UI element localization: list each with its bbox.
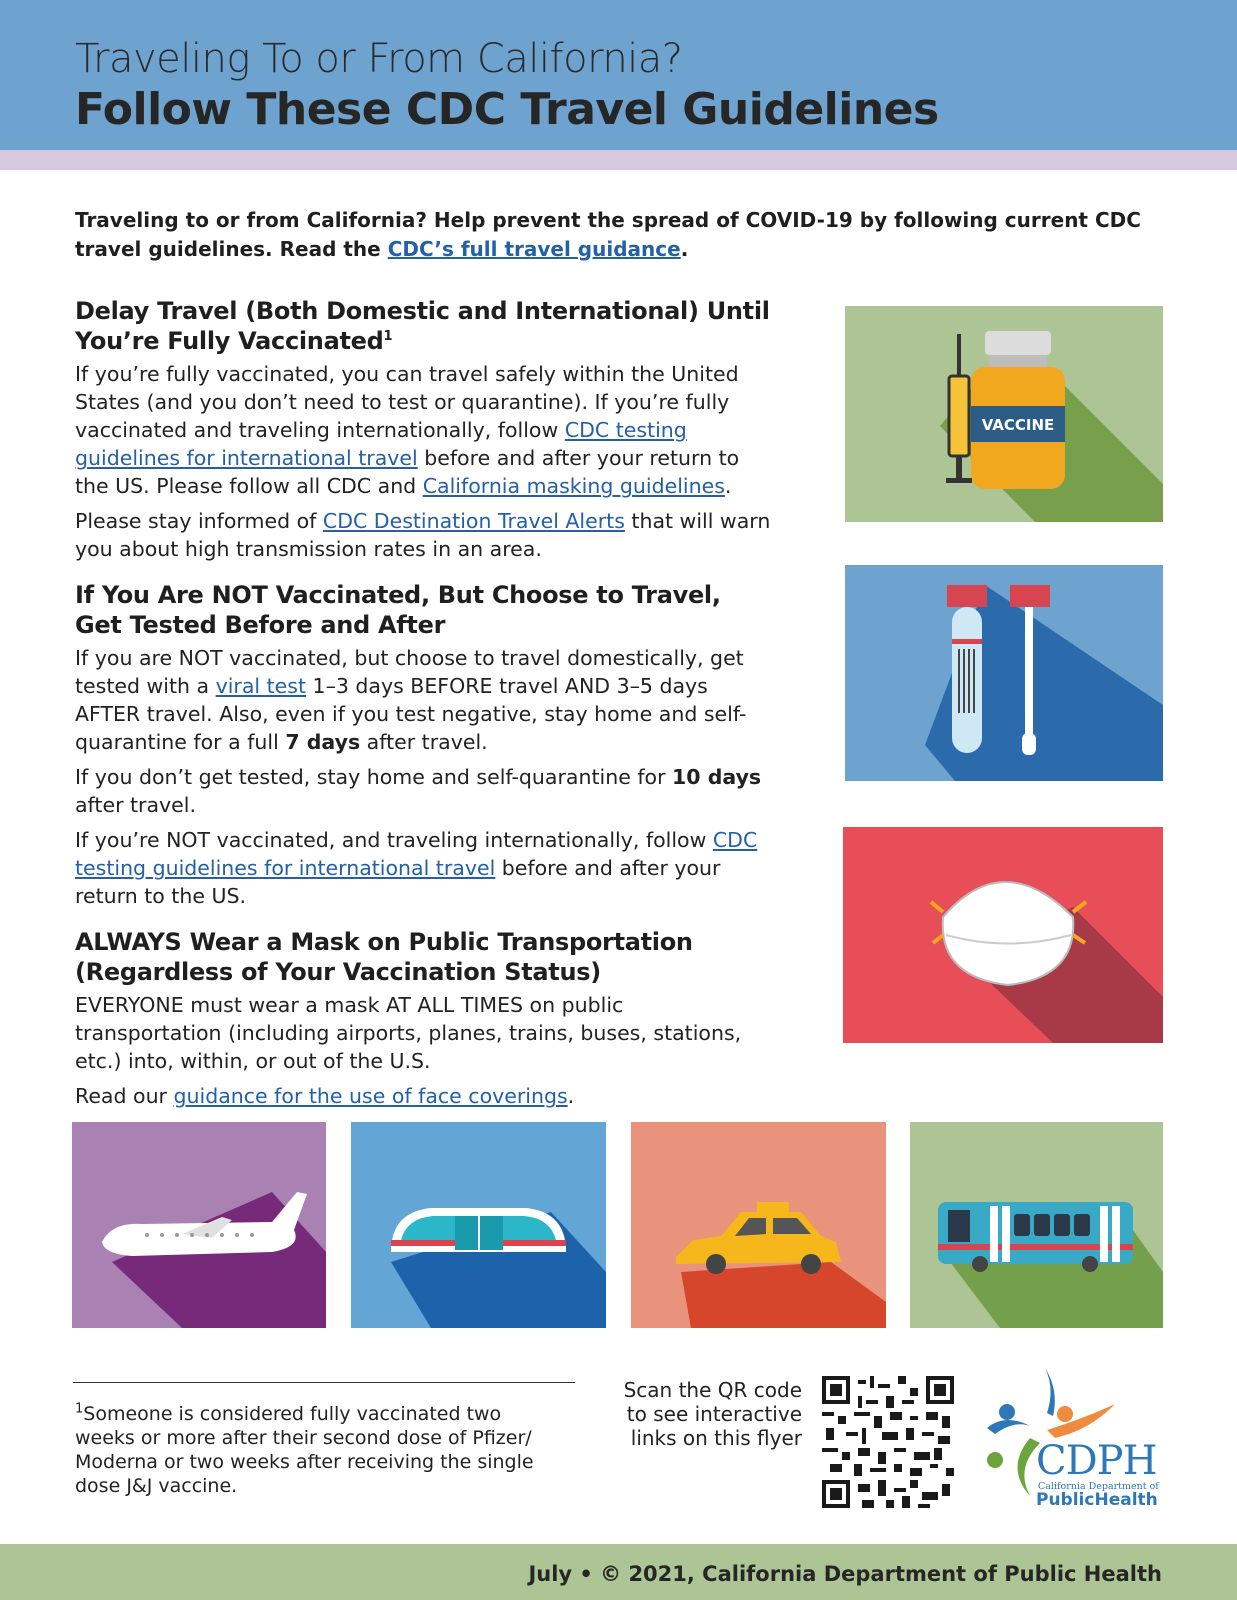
section-paragraph xyxy=(75,826,775,910)
section-heading xyxy=(75,296,775,356)
paragraph-text: . xyxy=(567,1084,575,1108)
header-subtitle: Traveling To or From California? xyxy=(75,36,683,82)
footnote-marker: 1 xyxy=(383,329,393,344)
cdc-full-guidance-link[interactable]: CDC’s full travel guidance xyxy=(387,237,681,261)
section-paragraph xyxy=(75,360,775,500)
vaccine-icon xyxy=(845,306,1163,522)
qr-caption: Scan the QR code to see interactive links on this flyer xyxy=(623,1378,802,1450)
paragraph-text: If you don’t get tested, stay home and self-quarantine for xyxy=(75,765,673,789)
vaccine-tile xyxy=(845,306,1163,522)
vaccine-label: VACCINE xyxy=(981,416,1055,434)
airplane-tile xyxy=(72,1122,326,1328)
viral-test-link[interactable]: viral test xyxy=(215,674,307,698)
section-delay-travel xyxy=(75,296,775,563)
paragraph-text: If you’re NOT vaccinated, and traveling internationally, follow xyxy=(75,828,713,852)
test-tube-icon xyxy=(845,565,1163,781)
bus-tile xyxy=(910,1122,1163,1328)
section-paragraph: EVERYONE must wear a mask AT ALL TIMES on public transportation (including airports, planes, trains, buses, stations, etc.) into, within, or out of the U.S. xyxy=(75,993,742,1073)
paragraph-text: Read our xyxy=(75,1084,174,1108)
mask-icon xyxy=(843,827,1163,1043)
section-mask-transport xyxy=(75,927,775,1110)
section-heading-text: Delay Travel (Both Domestic and International) Until You’re Fully Vaccinated xyxy=(75,297,770,355)
footnote-text: Someone is considered fully vaccinated two weeks or more after their second dose of Pfizer/ Moderna or two weeks after receiving the single dose J&J vaccine. xyxy=(75,1403,534,1497)
logo-subtitle: California Department of xyxy=(1038,1481,1159,1492)
paragraph-text: after travel. xyxy=(75,793,196,817)
footnote-number: 1 xyxy=(75,1401,84,1417)
paragraph-text: 1–3 days BEFORE travel AND 3–5 days AFTER travel. Also, even if you test negative, stay home and self-quarantine for a full xyxy=(75,674,747,754)
paragraph-text: before and after your return to the US. xyxy=(75,856,721,908)
paragraph-text: that will warn you about high transmission rates in an area. xyxy=(75,509,771,561)
bold-text: 7 days xyxy=(285,730,361,754)
bus-icon xyxy=(910,1122,1163,1328)
qr-code-icon[interactable] xyxy=(822,1376,954,1508)
section-paragraph xyxy=(75,507,775,563)
logo-public: Public xyxy=(1036,1490,1095,1510)
airplane-icon xyxy=(72,1122,326,1328)
train-icon xyxy=(351,1122,606,1328)
section-paragraph xyxy=(75,1082,775,1110)
taxi-tile xyxy=(631,1122,886,1328)
footnote-divider xyxy=(73,1382,575,1383)
mask-tile xyxy=(843,827,1163,1043)
face-coverings-link[interactable]: guidance for the use of face coverings xyxy=(173,1084,568,1108)
cdc-testing-intl-link[interactable]: CDC testing guidelines for international travel xyxy=(75,418,687,470)
cdc-testing-intl-link-2[interactable]: CDC testing guidelines for international travel xyxy=(75,828,758,880)
intro-paragraph xyxy=(75,206,1175,264)
logo-health: Health xyxy=(1094,1490,1158,1510)
intro-text: Traveling to or from California? Help prevent the spread of COVID-19 by following current CDC travel guidelines. Read the xyxy=(75,208,1141,261)
footer-text: July • © 2021, California Department of Public Health xyxy=(528,1562,1162,1586)
intro-text-end: . xyxy=(680,237,689,261)
train-tile xyxy=(351,1122,606,1328)
section-not-vaccinated xyxy=(75,580,775,910)
logo-wordmark: CDPH xyxy=(1036,1438,1157,1484)
test-tube-tile xyxy=(845,565,1163,781)
paragraph-text: Please stay informed of xyxy=(75,509,323,533)
california-masking-link[interactable]: California masking guidelines xyxy=(422,474,725,498)
bold-text: 10 days xyxy=(672,765,762,789)
section-heading: If You Are NOT Vaccinated, But Choose to Travel, Get Tested Before and After xyxy=(75,581,721,639)
paragraph-text: before and after your return to the US. Please follow all CDC and xyxy=(75,446,740,498)
paragraph-text: If you are NOT vaccinated, but choose to travel domestically, get tested with a xyxy=(75,646,744,698)
section-heading: ALWAYS Wear a Mask on Public Transportation (Regardless of Your Vaccination Status) xyxy=(75,928,693,986)
section-paragraph xyxy=(75,644,775,756)
paragraph-text: after travel. xyxy=(360,730,488,754)
paragraph-text: . xyxy=(724,474,732,498)
paragraph-text: If you’re fully vaccinated, you can travel safely within the United States (and you don’t need to test or quarantine). If you’re fully vaccinated and traveling internationally, follow xyxy=(75,362,739,442)
logo-public-health xyxy=(1036,1490,1158,1510)
page-title: Follow These CDC Travel Guidelines xyxy=(75,84,939,135)
cdc-destination-alerts-link[interactable]: CDC Destination Travel Alerts xyxy=(322,509,625,533)
footnote xyxy=(75,1402,535,1498)
taxi-icon xyxy=(631,1122,886,1328)
header-stripe xyxy=(0,150,1237,170)
section-paragraph xyxy=(75,763,775,819)
